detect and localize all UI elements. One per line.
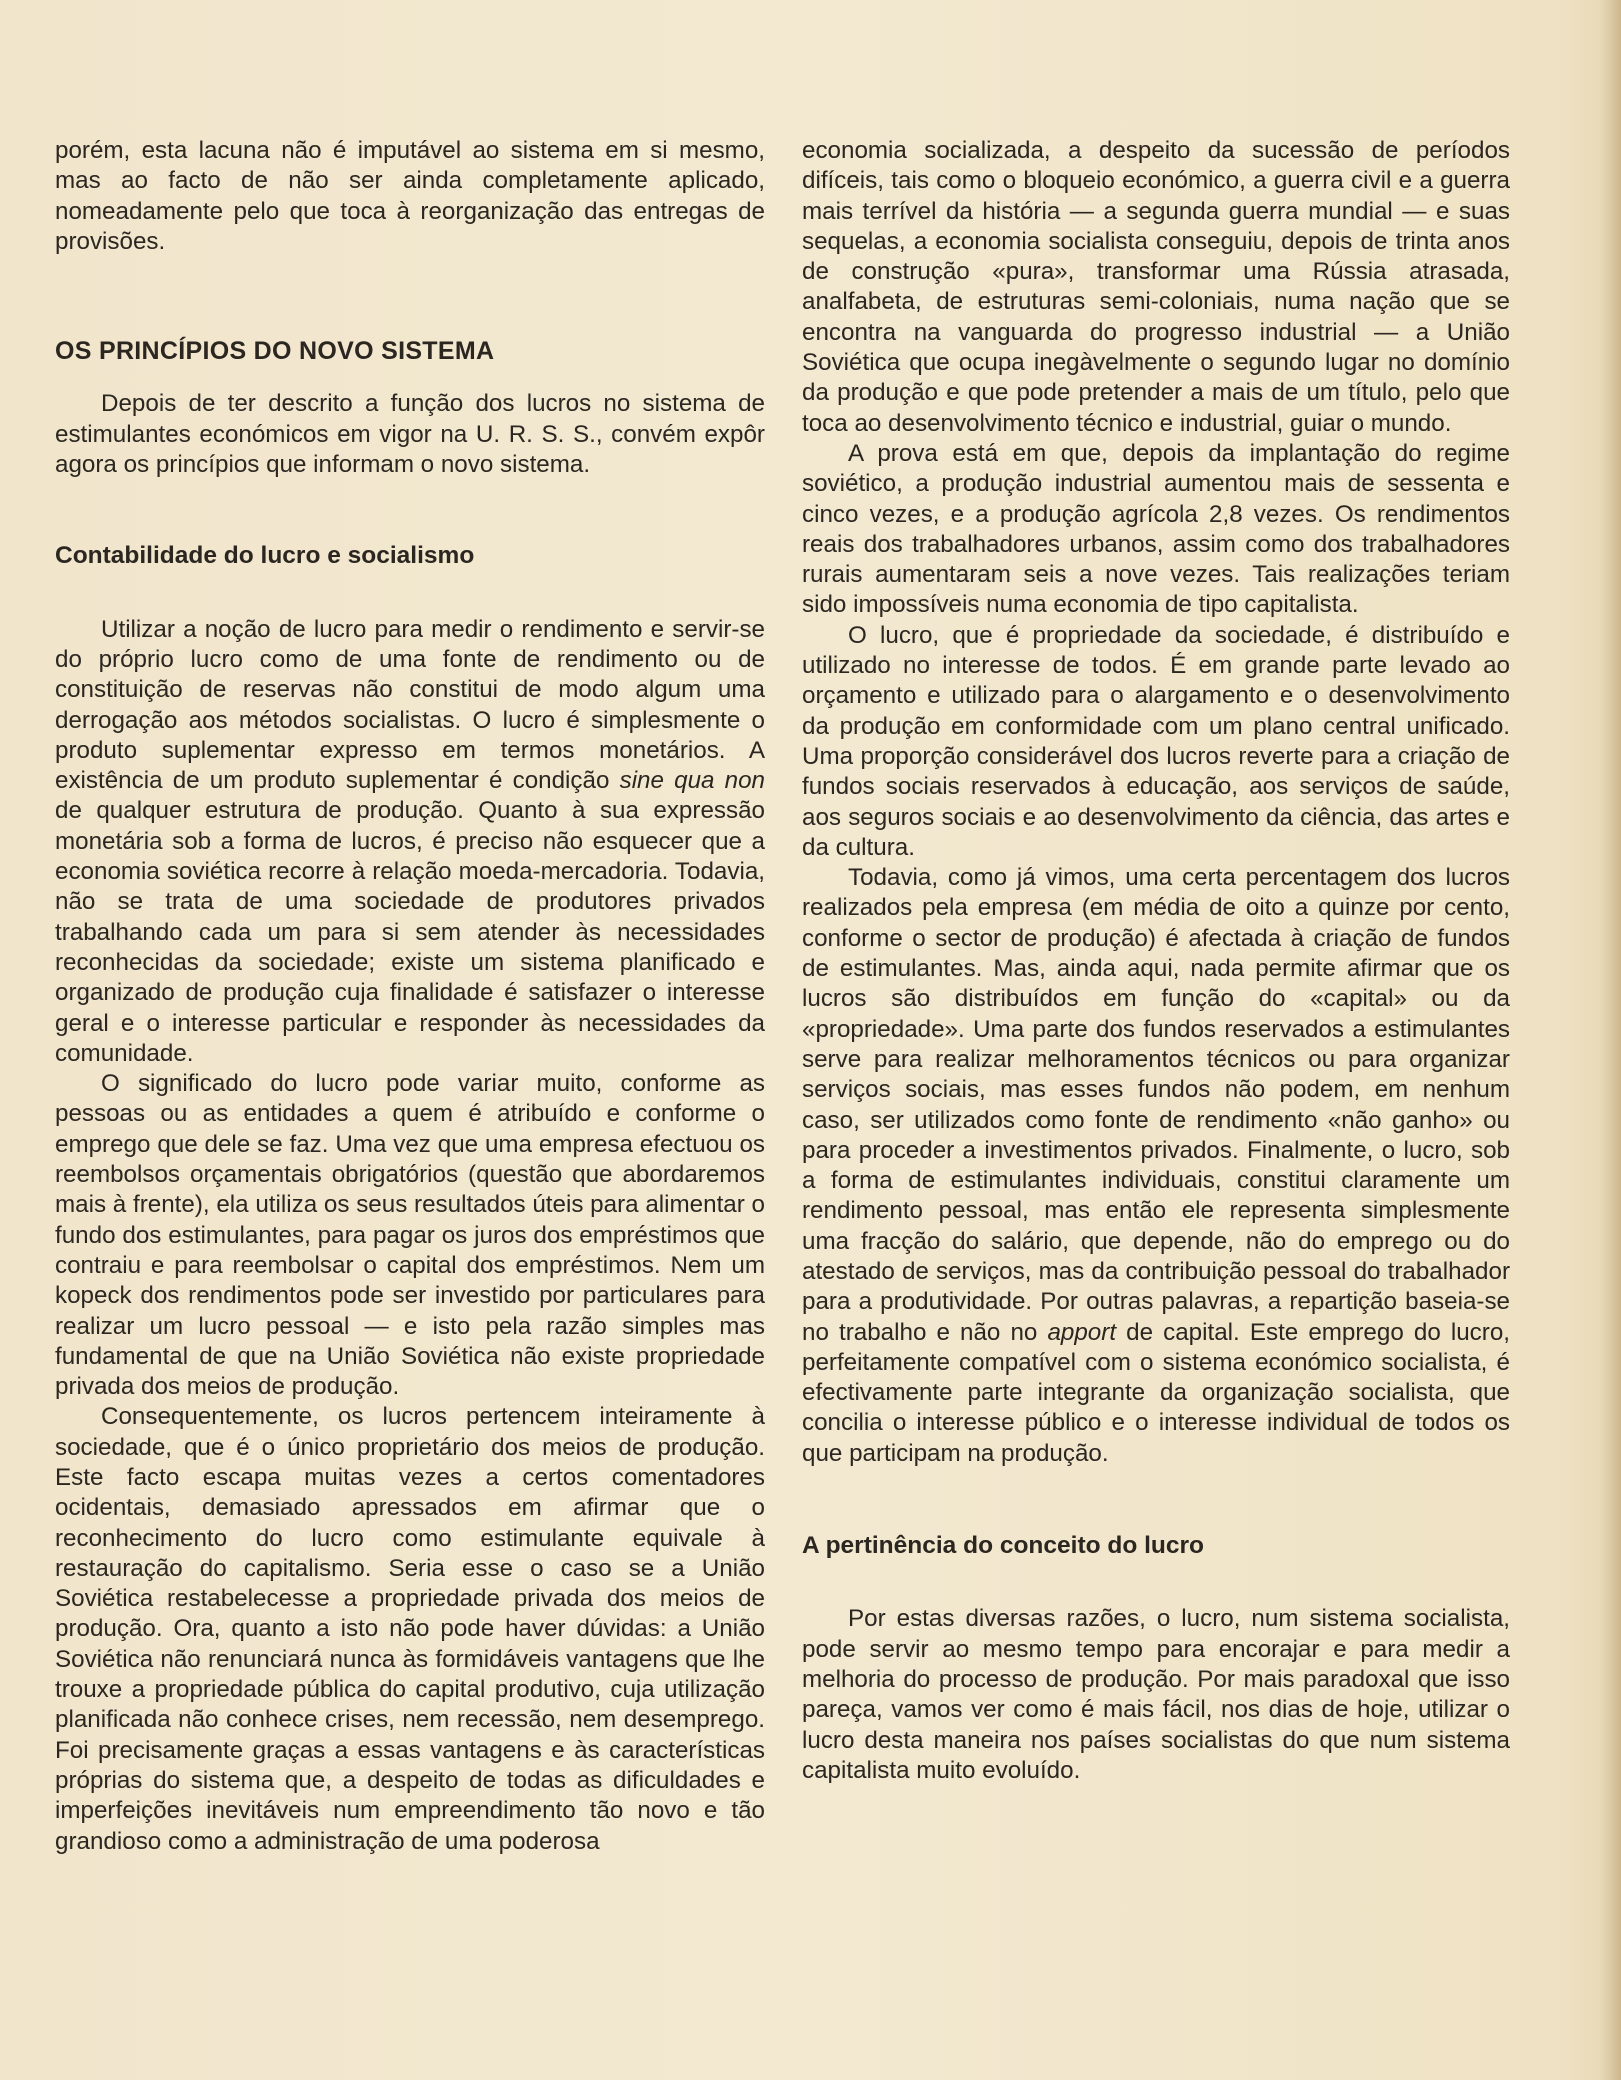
paragraph: Consequentemente, os lucros pertencem inteiramente à sociedade, que é o único proprietário dos meios de produção. Este facto escapa muitas vezes a certos comentadores ocidentais, demasiado apressados em afirmar que o reconhecimento do lucro como estimulante equivale à restauração do capitalismo. Seria esse o caso se a União Soviética restabelecesse a propriedade privada dos meios de produção. Ora, quanto a isto não pode haver dúvidas: a União Soviética não renunciará nunca às formidáveis vantagens que lhe trouxe a propriedade pública do capital produtivo, cuja utilização planificada não conhece crises, nem recessão, nem desemprego. Foi precisamente graças a essas vantagens e às características próprias do sistema que, a despeito de todas as dificuldades e imperfeições inevitáveis num empreendimento tão novo e tão grandioso como a administração de uma poderosa — [55, 1403, 765, 1855]
paragraph — [55, 615, 765, 1069]
paragraph: economia socializada, a despeito da sucessão de períodos difíceis, tais como o bloqueio económico, a guerra civil e a guerra mais terrível da história — a segunda guerra mundial — e suas sequelas, a economia socialista conseguiu, depois de trinta anos de construção «pura», transformar uma Rússia atrasada, analfabeta, de estruturas semi-coloniais, numa nação que se encontra na vanguarda do progresso industrial — a União Soviética que ocupa inegàvelmente o segundo lugar no domínio da produção e que pode pretender a mais de um título, pelo que toca ao desenvolvimento técnico e industrial, guiar o mundo. — [802, 137, 1510, 437]
paragraph-text: Todavia, como já vimos, uma certa percentagem dos lucros realizados pela empresa (em média de oito a quinze por cento, conforme o sector de produção) é afectada à criação de fundos de estimulantes. Mas, ainda aqui, nada permite afirmar que os lucros são distribuídos em função do «capital» ou da «propriedade». Uma parte dos fundos reservados a estimulantes serve para realizar melhoramentos técnicos ou para organizar serviços sociais, mas esses fundos não podem, em nenhum caso, ser utilizados como fonte de rendimento «não ganho» ou para proceder a investimentos privados. Finalmente, o lucro, sob a forma de estimulantes individuais, constitui claramente um rendimento pessoal, mas então ele representa simplesmente uma fracção do salário, que depende, não do emprego ou do atestado de serviços, mas da contribuição pessoal do trabalhador para a produtividade. Por outras palavras, a repartição baseia-se no trabalho e não no — [802, 864, 1510, 1346]
paragraph-text: de capital. Este emprego do lucro, perfeitamente compatível com o sistema económico socialista, é efectivamente parte integrante da organização socialista, que concilia o interesse público e o interesse individual de todos os que participam na produção. — [802, 1318, 1510, 1467]
paragraph: O significado do lucro pode variar muito, conforme as pessoas ou as entidades a quem é atribuído e conforme o emprego que dele se faz. Uma vez que uma empresa efectuou os reembolsos orçamentais obrigatórios (questão que abordaremos mais à frente), ela utiliza os seus resultados úteis para alimentar o fundo dos estimulantes, para pagar os juros dos empréstimos que contraiu e para reembolsar o capital dos empréstimos. Nem um kopeck dos rendimentos pode ser investido por particulares para realizar um lucro pessoal — e isto pela razão simples mas fundamental de que na União Soviética não existe propriedade privada dos meios de produção. — [55, 1070, 765, 1401]
italic-term: apport — [1047, 1318, 1117, 1346]
paragraph-text: de qualquer estrutura de produção. Quanto à sua expressão monetária sob a forma de lucros, é preciso não esquecer que a economia soviética recorre à relação moeda-mercadoria. Todavia, não se trata de uma sociedade de produtores privados trabalhando cada um para si sem atender às necessidades reconhecidas da sociedade; existe um sistema planificado e organizado de produção cuja finalidade é satisfazer o interesse geral e o interesse particular e responder às necessidades da comunidade. — [55, 797, 765, 1067]
section-heading: OS PRINCÍPIOS DO NOVO SISTEMA — [55, 337, 495, 366]
paragraph: A prova está em que, depois da implantação do regime soviético, a produção industrial aumentou mais de sessenta e cinco vezes, e a produção agrícola 2,8 vezes. Os rendimentos reais dos trabalhadores urbanos, assim como dos trabalhadores rurais aumentaram seis a nove vezes. Tais realizações teriam sido impossíveis numa economia de tipo capitalista. — [802, 439, 1510, 619]
subsection-heading: Contabilidade do lucro e socialismo — [55, 542, 475, 570]
subsection-heading: A pertinência do conceito do lucro — [802, 1532, 1205, 1560]
paragraph-text: Utilizar a noção de lucro para medir o rendimento e servir-se do próprio lucro como de uma fonte de rendimento ou de constituição de reservas não constitui de modo algum uma derrogação aos métodos socialistas. O lucro é simplesmente o produto suplementar expresso em termos monetários. A existência de um produto suplementar é condição — [55, 615, 765, 795]
left-column — [55, 136, 765, 1857]
paragraph: O lucro, que é propriedade da sociedade, é distribuído e utilizado no interesse de todos. É em grande parte levado ao orçamento e utilizado para o alargamento e o desenvolvimento da produção em conformidade com um plano central unificado. Uma proporção considerável dos lucros reverte para a criação de fundos sociais reservados à educação, aos serviços de saúde, aos seguros sociais e ao desenvolvimento da ciência, das artes e da cultura. — [802, 621, 1510, 861]
paragraph: Depois de ter descrito a função dos lucros no sistema de estimulantes económicos em vigor na U. R. S. S., convém expôr agora os princípios que informam o novo sistema. — [55, 390, 765, 479]
paragraph: porém, esta lacuna não é imputável ao sistema em si mesmo, mas ao facto de não ser ainda completamente aplicado, nomeadamente pelo que toca à reorganização das entregas de provisões. — [55, 137, 765, 255]
paragraph: Por estas diversas razões, o lucro, num sistema socialista, pode servir ao mesmo tempo para encorajar e para medir a melhoria do processo de produção. Por mais paradoxal que isso pareça, vamos ver como é mais fácil, nos dias de hoje, utilizar o lucro desta maneira nos países socialistas do que num sistema capitalista muito evoluído. — [802, 1605, 1510, 1784]
page-edge — [1599, 0, 1621, 2080]
italic-term: sine qua non — [619, 767, 765, 795]
paragraph — [802, 863, 1510, 1469]
right-column — [802, 136, 1510, 1786]
